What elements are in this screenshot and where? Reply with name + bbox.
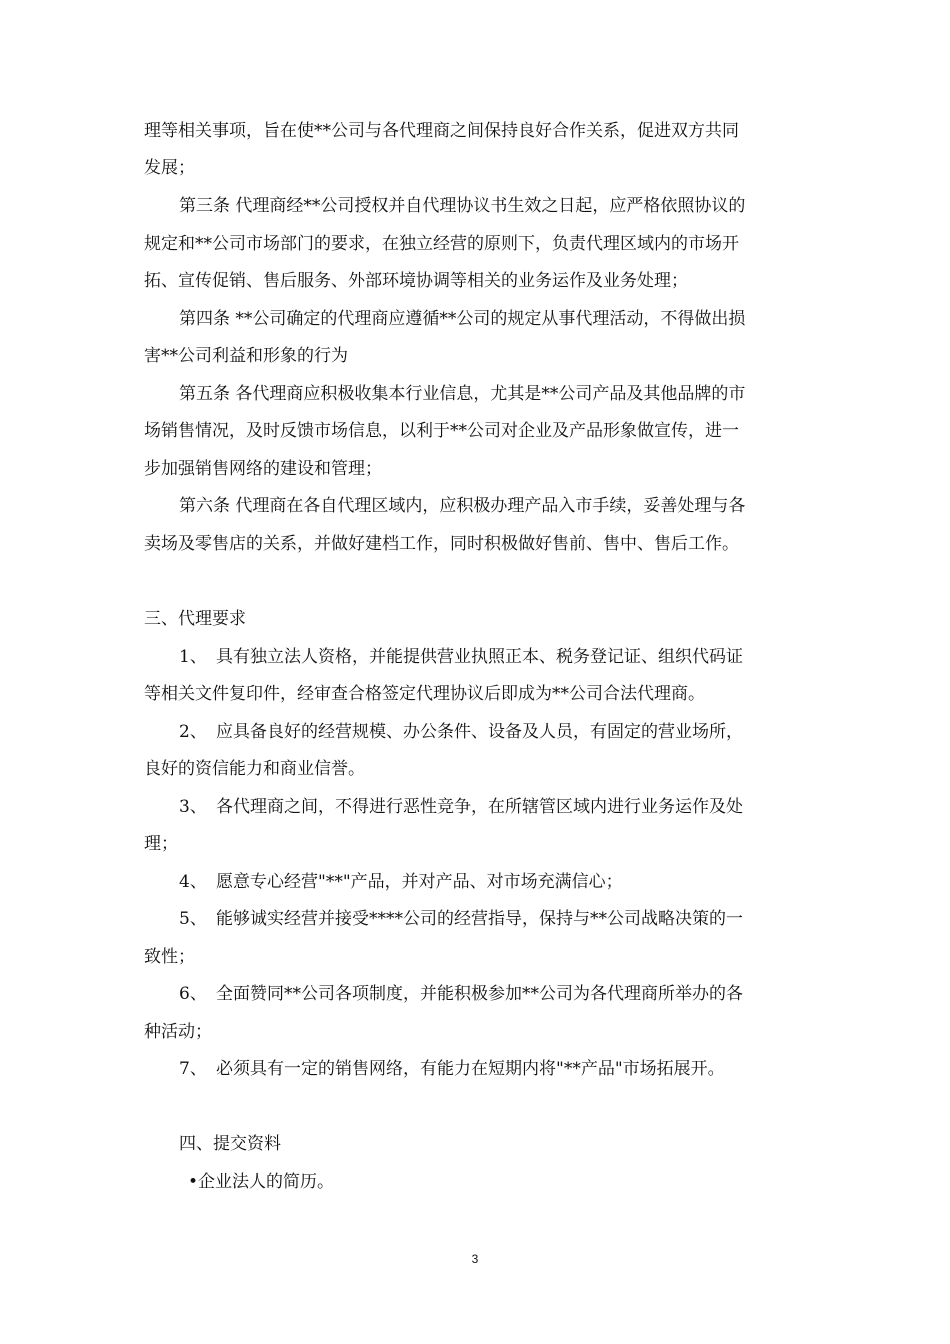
item-number-5: 5、 (179, 909, 207, 929)
article-5-line: 步加强销售网络的建设和管理； (144, 459, 382, 479)
page-number: 3 (471, 1252, 479, 1266)
item-number-3: 3、 (179, 797, 207, 817)
item-3-line: 理； (144, 834, 178, 854)
item-number-7: 7、 (179, 1059, 207, 1079)
item-3-line: 各代理商之间，不得进行恶性竞争，在所辖管区域内进行业务运作及处 (216, 797, 743, 817)
item-2-line: 良好的资信能力和商业信誉。 (144, 759, 365, 779)
section-4-heading: 四、提交资料 (179, 1134, 281, 1154)
article-6-line: 第六条 代理商在各自代理区域内，应积极办理产品入市手续，妥善处理与各 (179, 496, 746, 516)
item-6-line: 全面赞同**公司各项制度，并能积极参加**公司为各代理商所举办的各 (216, 984, 743, 1004)
article-3-line: 规定和**公司市场部门的要求，在独立经营的原则下，负责代理区域内的市场开 (144, 234, 739, 254)
article-4-line: 害**公司利益和形象的行为 (144, 346, 348, 366)
item-number-6: 6、 (179, 984, 207, 1004)
item-5-line: 致性； (144, 947, 195, 967)
item-1-line: 具有独立法人资格，并能提供营业执照正本、税务登记证、组织代码证 (216, 647, 743, 667)
bullet-item: •企业法人的简历。 (188, 1172, 335, 1192)
item-4-line: 愿意专心经营"**"产品，并对产品、对市场充满信心； (216, 872, 623, 892)
item-number-1: 1、 (179, 647, 207, 667)
item-2-line: 应具备良好的经营规模、办公条件、设备及人员，有固定的营业场所， (216, 722, 743, 742)
article-6-line: 卖场及零售店的关系，并做好建档工作，同时积极做好售前、售中、售后工作。 (144, 534, 739, 554)
article-3-line: 第三条 代理商经**公司授权并自代理协议书生效之日起，应严格依照协议的 (179, 196, 746, 216)
item-6-line: 种活动； (144, 1022, 212, 1042)
item-number-2: 2、 (179, 722, 207, 742)
item-5-line: 能够诚实经营并接受****公司的经营指导，保持与**公司战略决策的一 (216, 909, 743, 929)
article-3-line: 拓、宣传促销、售后服务、外部环境协调等相关的业务运作及业务处理； (144, 271, 688, 291)
paragraph-line: 发展； (144, 158, 195, 178)
article-5-line: 场销售情况，及时反馈市场信息，以利于**公司对企业及产品形象做宣传，进一 (144, 421, 739, 441)
item-number-4: 4、 (179, 872, 207, 892)
article-4-line: 第四条 **公司确定的代理商应遵循**公司的规定从事代理活动，不得做出损 (179, 309, 746, 329)
item-7-line: 必须具有一定的销售网络，有能力在短期内将"**产品"市场拓展开。 (216, 1059, 725, 1079)
item-1-line: 等相关文件复印件，经审查合格签定代理协议后即成为**公司合法代理商。 (144, 684, 705, 704)
paragraph-line: 理等相关事项，旨在使**公司与各代理商之间保持良好合作关系，促进双方共同 (144, 121, 739, 141)
section-3-heading: 三、代理要求 (144, 609, 246, 629)
article-5-line: 第五条 各代理商应积极收集本行业信息，尤其是**公司产品及其他品牌的市 (179, 384, 746, 404)
